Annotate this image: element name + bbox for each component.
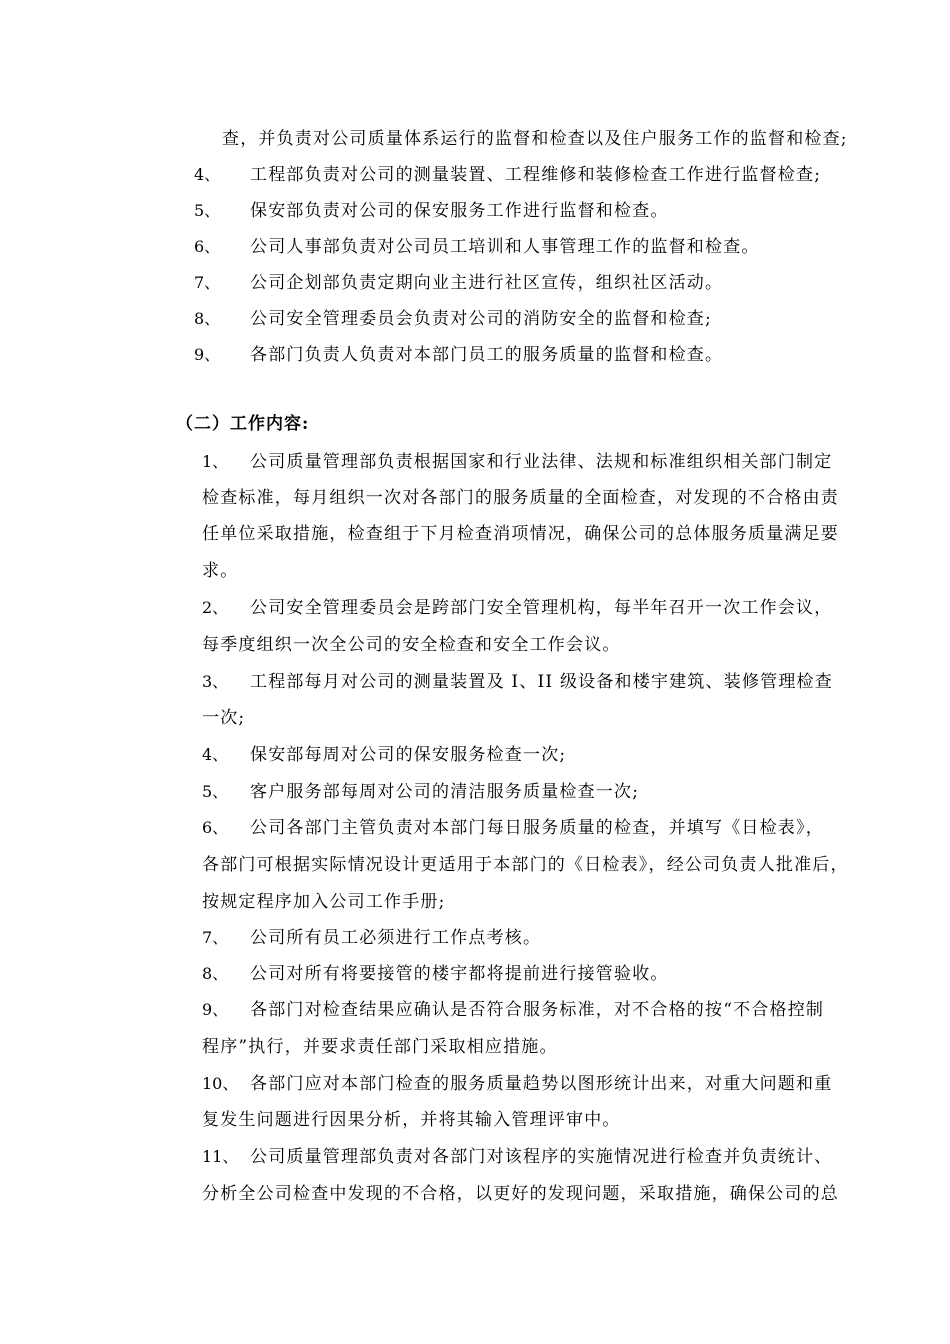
list-item-line: 任单位采取措施，检查组于下月检查消项情况，确保公司的总体服务质量满足要 xyxy=(202,524,839,544)
list-number: 1、 xyxy=(202,452,229,471)
list-item-line: 求。 xyxy=(202,561,239,581)
list-number: 3、 xyxy=(202,672,229,691)
list-item-line: 复发生问题进行因果分析，并将其输入管理评审中。 xyxy=(202,1110,621,1130)
list-number: 10、 xyxy=(202,1074,239,1093)
list-number: 7、 xyxy=(194,273,221,292)
list-number: 8、 xyxy=(202,964,229,983)
list-item: 各部门负责人负责对本部门员工的服务质量的监督和检查。 xyxy=(250,345,724,365)
list-item-line: 每季度组织一次全公司的安全检查和安全工作会议。 xyxy=(202,635,621,655)
list-number: 4、 xyxy=(194,165,221,184)
list-number: 6、 xyxy=(194,237,221,256)
section-heading: （二）工作内容: xyxy=(176,414,310,434)
list-item-line: 公司质量管理部负责对各部门对该程序的实施情况进行检查并负责统计、 xyxy=(250,1147,833,1167)
list-item-line: 检查标准，每月组织一次对各部门的服务质量的全面检查，对发现的不合格由责 xyxy=(202,488,839,508)
list-item-line: 按规定程序加入公司工作手册; xyxy=(202,892,446,912)
list-item: 公司所有员工必须进行工作点考核。 xyxy=(250,928,542,948)
list-item-line: 各部门对检查结果应确认是否符合服务标准，对不合格的按“不合格控制 xyxy=(250,1000,825,1020)
list-item: 公司对所有将要接管的楼宇都将提前进行接管验收。 xyxy=(250,964,669,984)
list-item-line: 程序”执行，并要求责任部门采取相应措施。 xyxy=(202,1037,558,1057)
list-item: 客户服务部每周对公司的清洁服务质量检查一次; xyxy=(250,782,640,802)
list-item: 公司企划部负责定期向业主进行社区宣传，组织社区活动。 xyxy=(250,273,724,293)
list-item: 保安部负责对公司的保安服务工作进行监督和检查。 xyxy=(250,201,669,221)
list-number: 5、 xyxy=(194,201,221,220)
list-item-line: 一次; xyxy=(202,708,246,728)
list-number: 2、 xyxy=(202,598,229,617)
list-number: 9、 xyxy=(194,345,221,364)
list-number: 5、 xyxy=(202,782,229,801)
list-item: 公司安全管理委员会负责对公司的消防安全的监督和检查; xyxy=(250,309,712,329)
list-number: 8、 xyxy=(194,309,221,328)
list-item-line: 各部门可根据实际情况设计更适用于本部门的《日检表》，经公司负责人批准后， xyxy=(202,855,849,875)
list-item: 保安部每周对公司的保安服务检查一次; xyxy=(250,745,567,765)
list-item-line: 公司各部门主管负责对本部门每日服务质量的检查，并填写《日检表》， xyxy=(250,818,824,838)
list-number: 4、 xyxy=(202,745,229,764)
list-number: 7、 xyxy=(202,928,229,947)
list-item-line: 公司安全管理委员会是跨部门安全管理机构，每半年召开一次工作会议， xyxy=(250,598,833,618)
list-item-line: 工程部每月对公司的测量装置及 I、II 级设备和楼宇建筑、装修管理检查 xyxy=(250,672,833,692)
list-item: 公司人事部负责对公司员工培训和人事管理工作的监督和检查。 xyxy=(250,237,760,257)
list-item-line: 公司质量管理部负责根据国家和行业法律、法规和标准组织相关部门制定 xyxy=(250,452,833,472)
list-number: 11、 xyxy=(202,1147,239,1166)
list-number: 6、 xyxy=(202,818,229,837)
list-item: 工程部负责对公司的测量装置、工程维修和装修检查工作进行监督检查; xyxy=(250,165,822,185)
paragraph-continuation: 查，并负责对公司质量体系运行的监督和检查以及住户服务工作的监督和检查; xyxy=(222,129,848,149)
list-number: 9、 xyxy=(202,1000,229,1019)
list-item-line: 分析全公司检查中发现的不合格，以更好的发现问题，采取措施，确保公司的总 xyxy=(202,1184,839,1204)
list-item-line: 各部门应对本部门检查的服务质量趋势以图形统计出来，对重大问题和重 xyxy=(250,1074,833,1094)
